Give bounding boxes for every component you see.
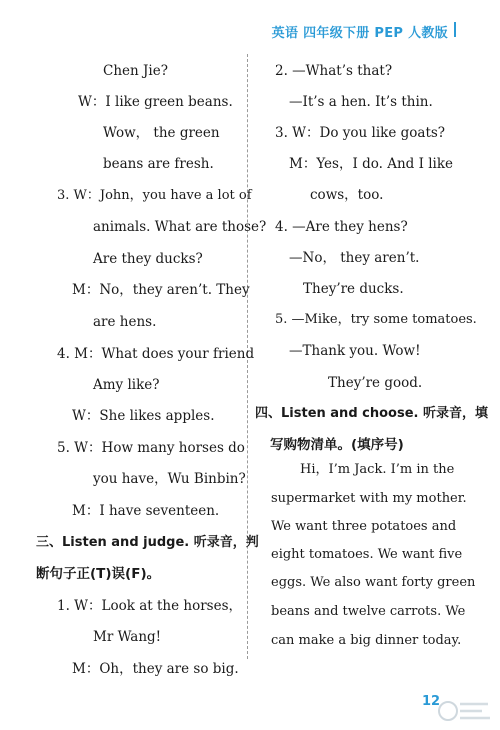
text-line: Wow， the green xyxy=(103,125,220,141)
paragraph-line: supermarket with my mother. xyxy=(271,491,467,506)
text-line: 4. —Are they hens? xyxy=(275,219,408,235)
text-line: Chen Jie? xyxy=(103,63,168,79)
text-line: 2. —What’s that? xyxy=(275,63,393,79)
section-heading: 写购物清单。(填序号) xyxy=(270,437,404,453)
text-line: W：She likes apples. xyxy=(72,408,215,424)
text-line: beans are fresh. xyxy=(103,156,214,172)
text-line: 3. W：John，you have a lot of xyxy=(57,188,252,203)
text-line: 5. W：How many horses do xyxy=(57,440,245,456)
section-heading: 三、Listen and judge. 听录音，判 xyxy=(36,535,259,550)
text-line: M：Oh，they are so big. xyxy=(72,661,239,677)
text-line: animals. What are those? xyxy=(93,219,267,235)
text-line: you have，Wu Binbin? xyxy=(93,471,246,487)
text-line: W：I like green beans. xyxy=(78,94,233,110)
text-line: 3. W：Do you like goats? xyxy=(275,125,446,141)
paragraph-line: We want three potatoes and xyxy=(271,519,457,534)
text-line: They’re ducks. xyxy=(303,281,404,297)
paragraph-line: eggs. We also want forty green xyxy=(271,575,476,590)
text-line: M：Yes，I do. And I like xyxy=(289,156,454,172)
paragraph-line: eight tomatoes. We want five xyxy=(271,547,463,562)
text-line: Mr Wang! xyxy=(93,629,162,645)
text-line: M：I have seventeen. xyxy=(72,503,220,519)
text-line: are hens. xyxy=(93,314,157,330)
text-line: —Thank you. Wow! xyxy=(289,343,421,359)
paragraph-line: can make a big dinner today. xyxy=(271,633,462,648)
text-line: 4. M：What does your friend xyxy=(57,346,255,362)
text-line: cows，too. xyxy=(310,187,384,203)
text-line: M：No，they aren’t. They xyxy=(72,282,250,298)
text-line: Are they ducks? xyxy=(93,251,203,267)
text-line: They’re good. xyxy=(328,375,423,391)
text-line: 1. W：Look at the horses， xyxy=(57,598,243,614)
paragraph-line: Hi，I’m Jack. I’m in the xyxy=(300,462,455,477)
text-line: Amy like? xyxy=(93,377,160,393)
book-title: 英语 四年级下册 PEP 人教版 xyxy=(271,26,448,41)
watermark-logo-icon xyxy=(436,696,496,726)
section-heading: 四、Listen and choose. 听录音，填 xyxy=(255,406,488,421)
text-line: —It’s a hen. It’s thin. xyxy=(289,94,433,110)
page-number: 12 xyxy=(422,694,441,709)
text-line: 5. —Mike，try some tomatoes. xyxy=(275,312,477,327)
text-line: —No， they aren’t. xyxy=(289,250,420,266)
section-heading: 断句子正(T)误(F)。 xyxy=(36,566,161,582)
paragraph-line: beans and twelve carrots. We xyxy=(271,604,466,619)
